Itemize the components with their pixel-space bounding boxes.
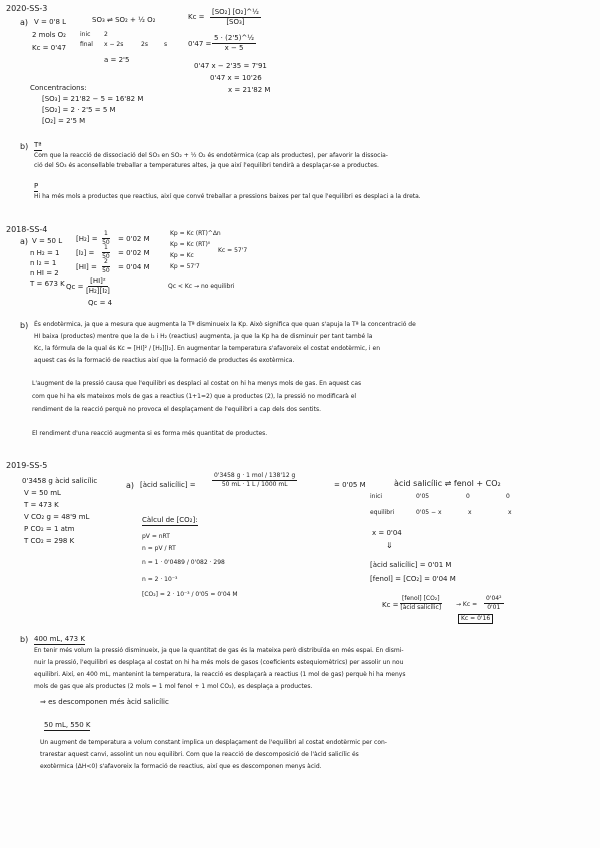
paragraph-line: mols de gas que als productes (2 mols = 1 mol fenol + 1 mol CO₂), es desplaça a productes. [34,683,313,690]
paragraph-line: Un augment de temperatura a volum constant implica un desplaçament de l'equilibri al costat endotèrmic per con- [40,739,387,746]
down-arrow-icon: ⇓ [386,541,393,550]
qc-value: Qc = 4 [88,299,113,307]
conc-label: [H₂] = [76,235,98,243]
paragraph-line: equilibri. Així, en 400 mL, mantenint la temperatura, la reacció es desplaçarà a reactius (1 mol de gas) perquè hi ha menys [34,671,406,678]
conc-value: = 0'02 M [118,249,150,257]
conclusion-line: ⇒ es descomponen més àcid salicílic [40,698,169,706]
comparison: Qc < Kc → no equilibri [168,283,235,290]
paragraph-line: com que hi ha els mateixos mols de gas a reactius (1+1=2) que a productes (2), la pressió no modificarà el [32,393,357,400]
conc-value: = 0'04 M [118,263,150,271]
reaction-equation: SO₃ ⇌ SO₂ + ½ O₂ [92,16,156,24]
qc-label: Qc = [66,283,84,291]
ice-value: x − 2s [104,41,124,48]
data-line: n HI = 2 [30,269,59,277]
ice-value: 0 [506,493,510,500]
conc-label: [àcid salicílic] = [140,481,196,489]
data-line: P CO₂ = 1 atm [24,525,75,533]
ice-value: s [164,41,168,48]
part-b-label: b) [20,321,29,330]
calc-line: [CO₂] = 2 · 10⁻³ / 0'05 = 0'04 M [142,591,238,598]
ice-row-label: inic [80,31,91,38]
subheading-pressure: P [34,182,39,190]
kc-value: Kc = 57'7 [218,247,248,254]
problem-title: 2020-SS-3 [6,4,48,13]
data-line: V = 50 L [32,237,63,245]
equation-line: 0'47 x − 2'35 = 7'91 [194,62,267,70]
kc-label: Kc = [382,601,399,609]
ice-row-label: final [80,41,93,48]
data-line: T = 673 K [30,280,65,288]
conc-fraction: 0'3458 g · 1 mol / 138'12 g 50 mL · 1 L / 1000 mL [214,472,296,488]
kc-fraction: $\frac{\text{5 · (2'5)\textasciicircum{}½}}{x - 5}$ [214,34,255,52]
ice-value: 2s [141,41,148,48]
paragraph-line: L'augment de la pressió causa que l'equilibri es desplaci al costat on hi ha menys mols de gas. En aquest cas [32,380,362,387]
kc-fraction: $\frac{\text{0'04²}}{0'01}$ [486,595,502,611]
conc-fraction: $\frac{1}{50}$ [102,230,110,246]
paragraph-line: Kc, la fórmula de la qual és Kc = [HI]² / [H₂][I₂]. En augmentar la temperatura s'afavoreix el costat endotèrmic, i en [34,345,380,352]
data-line: V = 50 mL [24,489,61,497]
subheading-temperature: Tª [34,141,42,149]
concentration-line: [SO₂] = 2 · 2'5 = 5 M [42,106,116,114]
kp-line: Kp = 57'7 [170,263,200,270]
kc-fraction: [fenol] [CO₂] [àcid salicílic] [400,595,442,611]
concentration-line: [O₂] = 2'5 M [42,117,86,125]
paragraph-line: Hi ha més mols a productes que reactius, així que convé treballar a pressions baixes per tal que l'equilibri es desplaci a la dreta. [34,193,421,200]
data-line: V = 0'8 L [34,18,67,26]
paragraph-line: rendiment de la reacció perquè no provoca el desplaçament de l'equilibri a cap dels dos sentits. [32,406,321,413]
kc-label: 0'47 = [188,40,212,48]
paragraph-line: El rendiment d'una reacció augmenta si es forma més quantitat de productes. [32,430,268,437]
kp-line: Kp = Kc [170,252,194,259]
kc-label: Kc = [188,13,205,21]
conc-value: = 0'05 M [334,481,366,489]
data-line: Kc = 0'47 [32,44,67,52]
part-a-label: a) [126,481,135,490]
subheading-case: 400 mL, 473 K [34,635,85,643]
paragraph-line: exotèrmica (ΔH<0) s'afavoreix la formació de reactius, així que es descomponen menys àcid. [40,763,322,770]
subheading-case: 50 mL, 550 K [44,721,91,729]
problem-title: 2019-SS-5 [6,461,48,470]
section-heading: Càlcul de [CO₂]: [142,516,198,524]
x-value: x = 0'04 [372,529,402,537]
qc-fraction: $\frac{\text{[HI]²}}{\text{[H₂][I₂]}}$ [86,277,110,295]
paragraph-line: En tenir més volum la pressió disminueix, ja que la quantitat de gas és la mateixa però distribuïda en més espai. En dismi- [34,647,404,654]
kp-line: Kp = Kc (RT)^Δn [170,230,221,237]
data-line: T = 473 K [24,501,59,509]
result-line: [àcid salicílic] = 0'01 M [370,561,452,569]
part-a-label: a) [20,237,29,246]
paragraph-line: nuir la pressió, l'equilibri es desplaça al costat on hi ha més mols de gasos (coeficients estequiomètrics) per assolir un nou [34,659,404,666]
paragraph-line: Com que la reacció de dissociació del SO₃ en SO₂ + ½ O₂ és endotèrmica (cap als productes), per afavorir la dissocia- [34,152,388,159]
paragraph-line: ció del SO₃ és aconsellable treballar a temperatures altes, ja que així l'equilibri tendirà a desplaçar-se a productes. [34,162,379,169]
conc-value: = 0'02 M [118,235,150,243]
ice-row-label: equilibri [370,509,395,516]
a-value: a = 2'5 [104,56,130,64]
problem-title: 2018-SS-4 [6,225,48,234]
data-line: n H₂ = 1 [30,249,60,257]
section-heading: Concentracions: [30,84,87,92]
data-line: V CO₂ g = 48'9 mL [24,513,90,521]
part-b-label: b) [20,142,29,151]
result-line: [fenol] = [CO₂] = 0'04 M [370,575,456,583]
paragraph-line: aquest cas és la formació de reactius així que la formació de productes és exotèrmica. [34,357,295,364]
equation-line: 0'47 x = 10'26 [210,74,262,82]
conc-fraction: $\frac{2}{50}$ [102,258,110,274]
conc-fraction: $\frac{1}{50}$ [102,244,110,260]
ice-value: 0'05 [416,493,430,500]
calc-line: n = 2 · 10⁻³ [142,576,178,583]
ice-row-label: inici [370,493,383,500]
kc-result-box: Kc = 0'16 [458,614,493,624]
ice-value: 2 [104,31,108,38]
ice-value: 0 [466,493,470,500]
paragraph-line: trarestar aquest canvi, assolint un nou equilibri. Com que la reacció de descomposició de l'àcid salicílic és [40,751,359,758]
ice-value: x [468,509,472,516]
calc-line: pV = nRT [142,533,170,540]
calc-line: n = pV / RT [142,545,176,552]
part-b-label: b) [20,635,29,644]
ice-value: 0'05 − x [416,509,442,516]
concentration-line: [SO₃] = 21'82 − 5 = 16'82 M [42,95,144,103]
kp-line: Kp = Kc (RT)⁰ [170,241,211,248]
reaction-equation: àcid salicílic ⇌ fenol + CO₂ [394,479,501,488]
data-line: n I₂ = 1 [30,259,57,267]
data-line: T CO₂ = 298 K [24,537,75,545]
kc-label: → Kc = [456,601,478,608]
equation-line: x = 21'82 M [228,86,271,94]
paragraph-line: HI baixa (productes) mentre que la de I₂ i H₂ (reactius) augmenta, ja que la Kp ha de disminuir per tant també la [34,333,373,340]
kc-fraction: $\frac{\text{[SO₂] [O₂]\textasciicircum{}½}}{\text{[SO₃]}}$ [212,8,259,26]
conc-label: [HI] = [76,263,97,271]
data-line: 0'3458 g àcid salicílic [22,477,98,485]
calc-line: n = 1 · 0'0489 / 0'082 · 298 [142,559,225,566]
data-line: 2 mols O₂ [32,31,66,39]
paragraph-line: És endotèrmica, ja que a mesura que augmenta la Tª disminueix la Kp. Això significa que quan s'apuja la Tª la concentració de [34,321,416,328]
part-a-label: a) [20,18,29,27]
conc-label: [I₂] = [76,249,95,257]
ice-value: x [508,509,512,516]
